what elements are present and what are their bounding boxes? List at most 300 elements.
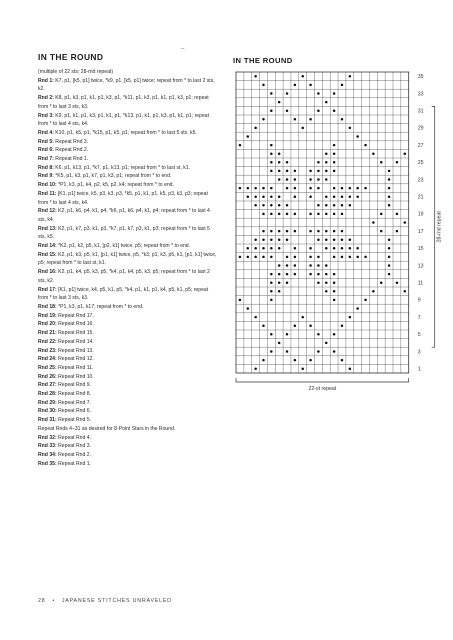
purl-dot	[349, 238, 352, 241]
row-number: 29	[417, 125, 424, 132]
purl-dot	[286, 256, 289, 259]
round-instruction	[38, 112, 218, 129]
purl-dot	[356, 247, 359, 250]
round-repeat-label: 28-rnd repeat	[436, 211, 443, 243]
purl-dot	[278, 170, 281, 173]
purl-dot	[317, 178, 320, 181]
purl-dot	[333, 161, 336, 164]
purl-dot	[239, 187, 242, 190]
purl-dot	[364, 256, 367, 259]
purl-dot	[388, 187, 391, 190]
purl-dot	[317, 333, 320, 336]
round-label: Rnd 17:	[38, 286, 57, 293]
purl-dot	[349, 187, 352, 190]
purl-dot	[278, 101, 281, 104]
purl-dot	[278, 264, 281, 267]
purl-dot	[325, 342, 328, 345]
purl-dot	[270, 195, 273, 198]
purl-dot	[254, 238, 257, 241]
round-instruction	[38, 442, 218, 451]
purl-dot	[247, 195, 250, 198]
row-number: 17	[417, 228, 424, 235]
purl-dot	[341, 230, 344, 233]
purl-dot	[325, 273, 328, 276]
purl-dot	[349, 204, 352, 207]
round-text: Repeat Rnd 16.	[56, 321, 94, 328]
purl-dot	[388, 195, 391, 198]
purl-dot	[341, 247, 344, 250]
round-label: Rnd 1:	[38, 77, 54, 84]
purl-dot	[262, 256, 265, 259]
stitch-repeat-label: 22-st repeat	[308, 386, 337, 392]
purl-dot	[349, 256, 352, 259]
round-instruction	[38, 364, 218, 373]
purl-dot	[333, 299, 336, 302]
row-number: 33	[417, 91, 424, 98]
round-text: Repeat Rnd 4.	[56, 434, 91, 441]
purl-dot	[317, 170, 320, 173]
purl-dot	[325, 230, 328, 233]
purl-dot	[286, 170, 289, 173]
round-label: Rnd 5:	[38, 138, 54, 145]
round-label: Rnd 34:	[38, 451, 57, 458]
purl-dot	[270, 256, 273, 259]
round-label: Rnd 15:	[38, 251, 57, 258]
purl-dot	[356, 195, 359, 198]
purl-dot	[333, 230, 336, 233]
purl-dot	[333, 213, 336, 216]
round-text: Repeat Rnds 4–31 as desired for 8-Point Stars in the Round.	[38, 425, 176, 432]
purl-dot	[278, 238, 281, 241]
round-text: Repeat Rnd 13.	[56, 347, 94, 354]
row-number: 27	[417, 142, 424, 149]
purl-dot	[388, 256, 391, 259]
purl-dot	[247, 256, 250, 259]
round-instruction	[38, 460, 218, 469]
purl-dot	[364, 187, 367, 190]
round-instruction	[38, 434, 218, 443]
purl-dot	[270, 187, 273, 190]
round-instruction	[38, 181, 218, 190]
purl-dot	[341, 204, 344, 207]
purl-dot	[301, 127, 304, 129]
round-label: Rnd 9:	[38, 173, 54, 180]
round-text: K2, p1, k3, p5, k1, [p1, k1] twice, p5, *k3, p1, k3, p5, k1, [p1, k1] twice, p5; repeat from * to last st, k1.	[38, 251, 217, 267]
round-instruction	[38, 425, 218, 434]
round-label: Rnd 28:	[38, 391, 57, 398]
purl-dot	[309, 264, 312, 267]
purl-dot	[380, 161, 383, 164]
purl-dot	[349, 127, 352, 129]
purl-dot	[341, 213, 344, 216]
purl-dot	[254, 247, 257, 250]
round-label: Rnd 26:	[38, 373, 57, 380]
purl-dot	[286, 92, 289, 95]
round-text: Repeat Rnd 6.	[56, 408, 91, 415]
purl-dot	[294, 273, 297, 276]
purl-dot	[309, 324, 312, 327]
purl-dot	[356, 256, 359, 259]
row-number: 23	[417, 177, 424, 184]
round-text: K7, p1, [k5, p1] twice, *k9, p1, [k5, p1] twice; repeat from * to last 2 sts, k2.	[38, 77, 215, 93]
purl-dot	[317, 204, 320, 207]
round-label: Rnd 12:	[38, 208, 57, 215]
purl-dot	[317, 92, 320, 95]
purl-dot	[388, 170, 391, 173]
purl-dot	[294, 178, 297, 181]
round-text: Repeat Rnd 17.	[56, 312, 94, 319]
row-number: 9	[417, 297, 421, 304]
purl-dot	[270, 109, 273, 112]
round-instruction	[38, 268, 218, 285]
purl-dot	[317, 281, 320, 284]
purl-dot	[278, 247, 281, 250]
round-text: K2, p1, k4, p5, k3, p5, *k4, p1, k4, p5, k3, p5; repeat from * to last 2 sts, k2.	[38, 269, 210, 284]
purl-dot	[333, 170, 336, 173]
round-repeat-bracket	[432, 106, 435, 347]
round-text: Repeat Rnd 14.	[56, 338, 94, 345]
purl-dot	[286, 350, 289, 353]
purl-dot	[278, 161, 281, 164]
round-label: Rnd 6:	[38, 147, 54, 154]
purl-dot	[341, 238, 344, 241]
round-label: Rnd 13:	[38, 225, 57, 232]
purl-dot	[317, 350, 320, 353]
purl-dot	[356, 135, 359, 138]
round-label: Rnd 7:	[38, 156, 54, 163]
purl-dot	[341, 187, 344, 190]
purl-dot	[333, 281, 336, 284]
purl-dot	[333, 109, 336, 112]
purl-dot	[317, 238, 320, 241]
purl-dot	[388, 273, 391, 276]
round-text: K2, p1, k6, p4, k1, p4, *k6, p1, k6, p4, k1, p4; repeat from * to last 4 sts, k4.	[38, 208, 210, 223]
stitch-chart	[233, 70, 448, 430]
round-instruction	[38, 129, 218, 138]
purl-dot	[333, 187, 336, 190]
purl-dot	[294, 187, 297, 190]
purl-dot	[294, 230, 297, 233]
purl-dot	[286, 204, 289, 207]
page-footer	[38, 598, 172, 604]
row-number: 11	[417, 280, 424, 287]
round-text: Repeat Rnd 8.	[56, 391, 91, 398]
purl-dot	[294, 213, 297, 216]
round-label: Rnd 32:	[38, 434, 57, 441]
purl-dot	[309, 359, 312, 362]
round-label: Rnd 3:	[38, 112, 54, 119]
purl-dot	[262, 213, 265, 216]
purl-dot	[388, 238, 391, 241]
purl-dot	[270, 230, 273, 233]
row-number: 25	[417, 160, 424, 167]
round-text: Repeat Rnd 1.	[53, 156, 89, 163]
round-label: Rnd 8:	[38, 164, 54, 171]
purl-dot	[254, 127, 257, 129]
purl-dot	[301, 316, 304, 319]
purl-dot	[325, 195, 328, 198]
round-instruction	[38, 138, 218, 147]
purl-dot	[388, 247, 391, 250]
round-label: Rnd 2:	[38, 95, 54, 102]
round-instruction	[38, 416, 218, 425]
round-instruction	[38, 207, 218, 224]
purl-dot	[349, 75, 352, 78]
purl-dot	[254, 256, 257, 259]
purl-dot	[396, 281, 399, 284]
purl-dot	[254, 204, 257, 207]
purl-dot	[388, 204, 391, 207]
purl-dot	[286, 161, 289, 164]
purl-dot	[286, 273, 289, 276]
purl-dot	[325, 264, 328, 267]
purl-dot	[286, 281, 289, 284]
purl-dot	[301, 367, 304, 370]
purl-dot	[309, 213, 312, 216]
purl-dot	[372, 221, 375, 224]
rounds-list	[38, 77, 218, 469]
purl-dot	[317, 109, 320, 112]
purl-dot	[333, 256, 336, 259]
purl-dot	[404, 221, 407, 224]
purl-dot	[286, 264, 289, 267]
purl-dot	[380, 213, 383, 216]
purl-dot	[325, 204, 328, 207]
round-instruction	[38, 94, 218, 111]
purl-dot	[364, 144, 367, 147]
round-text: K9, p1, k1, p1, k3, p1, k1, p1, *k13, p1, k1, p1, k3, p1, k1, p1; repeat from * to last 4 sts, k4.	[38, 112, 210, 128]
purl-dot	[278, 273, 281, 276]
round-instruction	[38, 390, 218, 399]
purl-dot	[286, 333, 289, 336]
round-label: Rnd 30:	[38, 408, 57, 415]
round-text: Repeat Rnd 5.	[56, 417, 91, 424]
purl-dot	[333, 247, 336, 250]
round-text: *K5, p1, k3, p1, k7, p1, k3, p1; repeat from * to end.	[53, 173, 172, 180]
purl-dot	[294, 84, 297, 87]
purl-dot	[262, 230, 265, 233]
purl-dot	[325, 213, 328, 216]
purl-dot	[309, 178, 312, 181]
purl-dot	[286, 238, 289, 241]
purl-dot	[317, 264, 320, 267]
purl-dot	[309, 84, 312, 87]
purl-dot	[325, 178, 328, 181]
purl-dot	[278, 204, 281, 207]
purl-dot	[309, 273, 312, 276]
purl-dot	[262, 195, 265, 198]
purl-dot	[325, 161, 328, 164]
footer-separator: •	[52, 598, 55, 604]
purl-dot	[309, 118, 312, 121]
purl-dot	[396, 161, 399, 164]
round-instruction	[38, 77, 218, 94]
round-label: Rnd 10:	[38, 182, 57, 189]
purl-dot	[247, 135, 250, 138]
dash-mark: –	[181, 46, 185, 52]
purl-dot	[325, 101, 328, 104]
round-text: Repeat Rnd 9.	[56, 382, 91, 389]
purl-dot	[286, 213, 289, 216]
round-text: K6, p1, k13, p1, *k7, p1, k13, p1; repeat from * to last st, k1.	[53, 164, 191, 171]
purl-dot	[270, 152, 273, 155]
purl-dot	[262, 204, 265, 207]
section-title: IN THE ROUND	[38, 52, 104, 62]
round-instruction	[38, 172, 218, 181]
round-label: Rnd 11:	[38, 190, 57, 197]
purl-dot	[278, 281, 281, 284]
round-text: Repeat Rnd 11.	[56, 364, 94, 371]
purl-dot	[325, 238, 328, 241]
purl-dot	[254, 316, 257, 319]
round-text: *P1, k3, p1, k17; repeat from * to end.	[56, 303, 144, 310]
round-instruction	[38, 355, 218, 364]
purl-dot	[325, 281, 328, 284]
purl-dot	[254, 187, 257, 190]
round-text: K10, p1, k5, p1, *k15, p1, k5, p1; repeat from * to last 5 sts, k5.	[53, 129, 197, 136]
row-number: 31	[417, 108, 424, 115]
round-text: Repeat Rnd 3.	[53, 138, 89, 145]
row-number: 5	[417, 332, 421, 339]
purl-dot	[294, 247, 297, 250]
round-label: Rnd 4:	[38, 129, 54, 136]
purl-dot	[317, 230, 320, 233]
purl-dot	[262, 187, 265, 190]
purl-dot	[333, 333, 336, 336]
purl-dot	[294, 195, 297, 198]
purl-dot	[294, 359, 297, 362]
round-instruction	[38, 164, 218, 173]
purl-dot	[356, 307, 359, 310]
purl-dot	[325, 170, 328, 173]
round-instruction	[38, 407, 218, 416]
round-instruction	[38, 338, 218, 347]
purl-dot	[309, 247, 312, 250]
purl-dot	[239, 144, 242, 147]
round-instruction	[38, 347, 218, 356]
purl-dot	[356, 187, 359, 190]
purl-dot	[309, 256, 312, 259]
purl-dot	[286, 230, 289, 233]
purl-dot	[349, 367, 352, 370]
round-instruction	[38, 399, 218, 408]
purl-dot	[270, 144, 273, 147]
row-number: 19	[417, 211, 424, 218]
purl-dot	[333, 152, 336, 155]
purl-dot	[278, 152, 281, 155]
round-text: K2, p1, k7, p3, k1, p3, *k7, p1, k7, p3, k1, p3; repeat from * to last 5 sts, k5.	[38, 225, 210, 241]
round-text: Repeat Rnd 1.	[56, 460, 91, 467]
round-label: Rnd 29:	[38, 399, 57, 406]
round-label: Rnd 14:	[38, 243, 57, 250]
purl-dot	[333, 204, 336, 207]
round-instruction	[38, 225, 218, 242]
purl-dot	[278, 213, 281, 216]
purl-dot	[247, 187, 250, 190]
round-text: Repeat Rnd 2.	[53, 147, 89, 154]
row-number: 21	[417, 194, 424, 201]
purl-dot	[349, 195, 352, 198]
purl-dot	[278, 178, 281, 181]
purl-dot	[270, 299, 273, 302]
row-number: 35	[417, 74, 424, 81]
round-text: *K2, p1, k2, p5, k1, [p2, k1] twice, p5; repeat from * to end.	[56, 243, 191, 250]
round-text: Repeat Rnd 2.	[56, 451, 91, 458]
purl-dot	[270, 238, 273, 241]
purl-dot	[254, 367, 257, 370]
round-text: Repeat Rnd 10.	[56, 373, 94, 380]
purl-dot	[270, 170, 273, 173]
purl-dot	[262, 238, 265, 241]
round-text: *P1, k3, p1, k4, p2, k5, p2, k4; repeat from * to end.	[56, 182, 174, 189]
purl-dot	[341, 195, 344, 198]
purl-dot	[349, 316, 352, 319]
purl-dot	[364, 299, 367, 302]
purl-dot	[286, 109, 289, 112]
purl-dot	[278, 230, 281, 233]
purl-dot	[325, 247, 328, 250]
round-label: Rnd 19:	[38, 312, 57, 319]
pattern-multiple: (multiple of 22 sts; 28-rnd repeat)	[38, 69, 114, 75]
purl-dot	[404, 290, 407, 293]
row-number: 1	[417, 366, 421, 373]
purl-dot	[341, 118, 344, 121]
round-text: Repeat Rnd 7.	[56, 399, 91, 406]
purl-dot	[372, 290, 375, 293]
purl-dot	[341, 256, 344, 259]
stitch-repeat-bracket	[236, 378, 409, 382]
purl-dot	[270, 204, 273, 207]
round-label: Rnd 21:	[38, 330, 57, 337]
round-instruction	[38, 251, 218, 268]
purl-dot	[349, 247, 352, 250]
round-text: [K1, p1] twice, k4, p5, k1, p5, *k4, p1, k1, p1, k4, p5, k1, p5; repeat from * to last 3 sts, k3.	[38, 286, 209, 302]
round-instruction	[38, 242, 218, 251]
purl-dot	[270, 290, 273, 293]
purl-dot	[270, 333, 273, 336]
purl-dot	[278, 290, 281, 293]
round-text: Repeat Rnd 15.	[56, 330, 94, 337]
round-label: Rnd 27:	[38, 382, 57, 389]
purl-dot	[262, 247, 265, 250]
round-instruction	[38, 190, 218, 207]
purl-dot	[309, 195, 312, 198]
purl-dot	[309, 187, 312, 190]
book-title: JAPANESE STITCHES UNRAVELED	[61, 598, 172, 604]
purl-dot	[309, 230, 312, 233]
round-label: Rnd 16:	[38, 269, 57, 276]
round-instruction	[38, 320, 218, 329]
purl-dot	[341, 359, 344, 362]
page-number: 28	[38, 598, 46, 604]
purl-dot	[309, 170, 312, 173]
round-label: Rnd 25:	[38, 364, 57, 371]
purl-dot	[396, 230, 399, 233]
round-label: Rnd 35:	[38, 460, 57, 467]
purl-dot	[325, 152, 328, 155]
round-instruction	[38, 451, 218, 460]
purl-dot	[270, 92, 273, 95]
purl-dot	[341, 324, 344, 327]
round-instruction	[38, 303, 218, 312]
purl-dot	[262, 324, 265, 327]
purl-dot	[294, 170, 297, 173]
purl-dot	[317, 213, 320, 216]
round-instruction	[38, 146, 218, 155]
round-label: Rnd 23:	[38, 347, 57, 354]
round-label: Rnd 33:	[38, 443, 57, 450]
instructions-column	[38, 52, 218, 468]
